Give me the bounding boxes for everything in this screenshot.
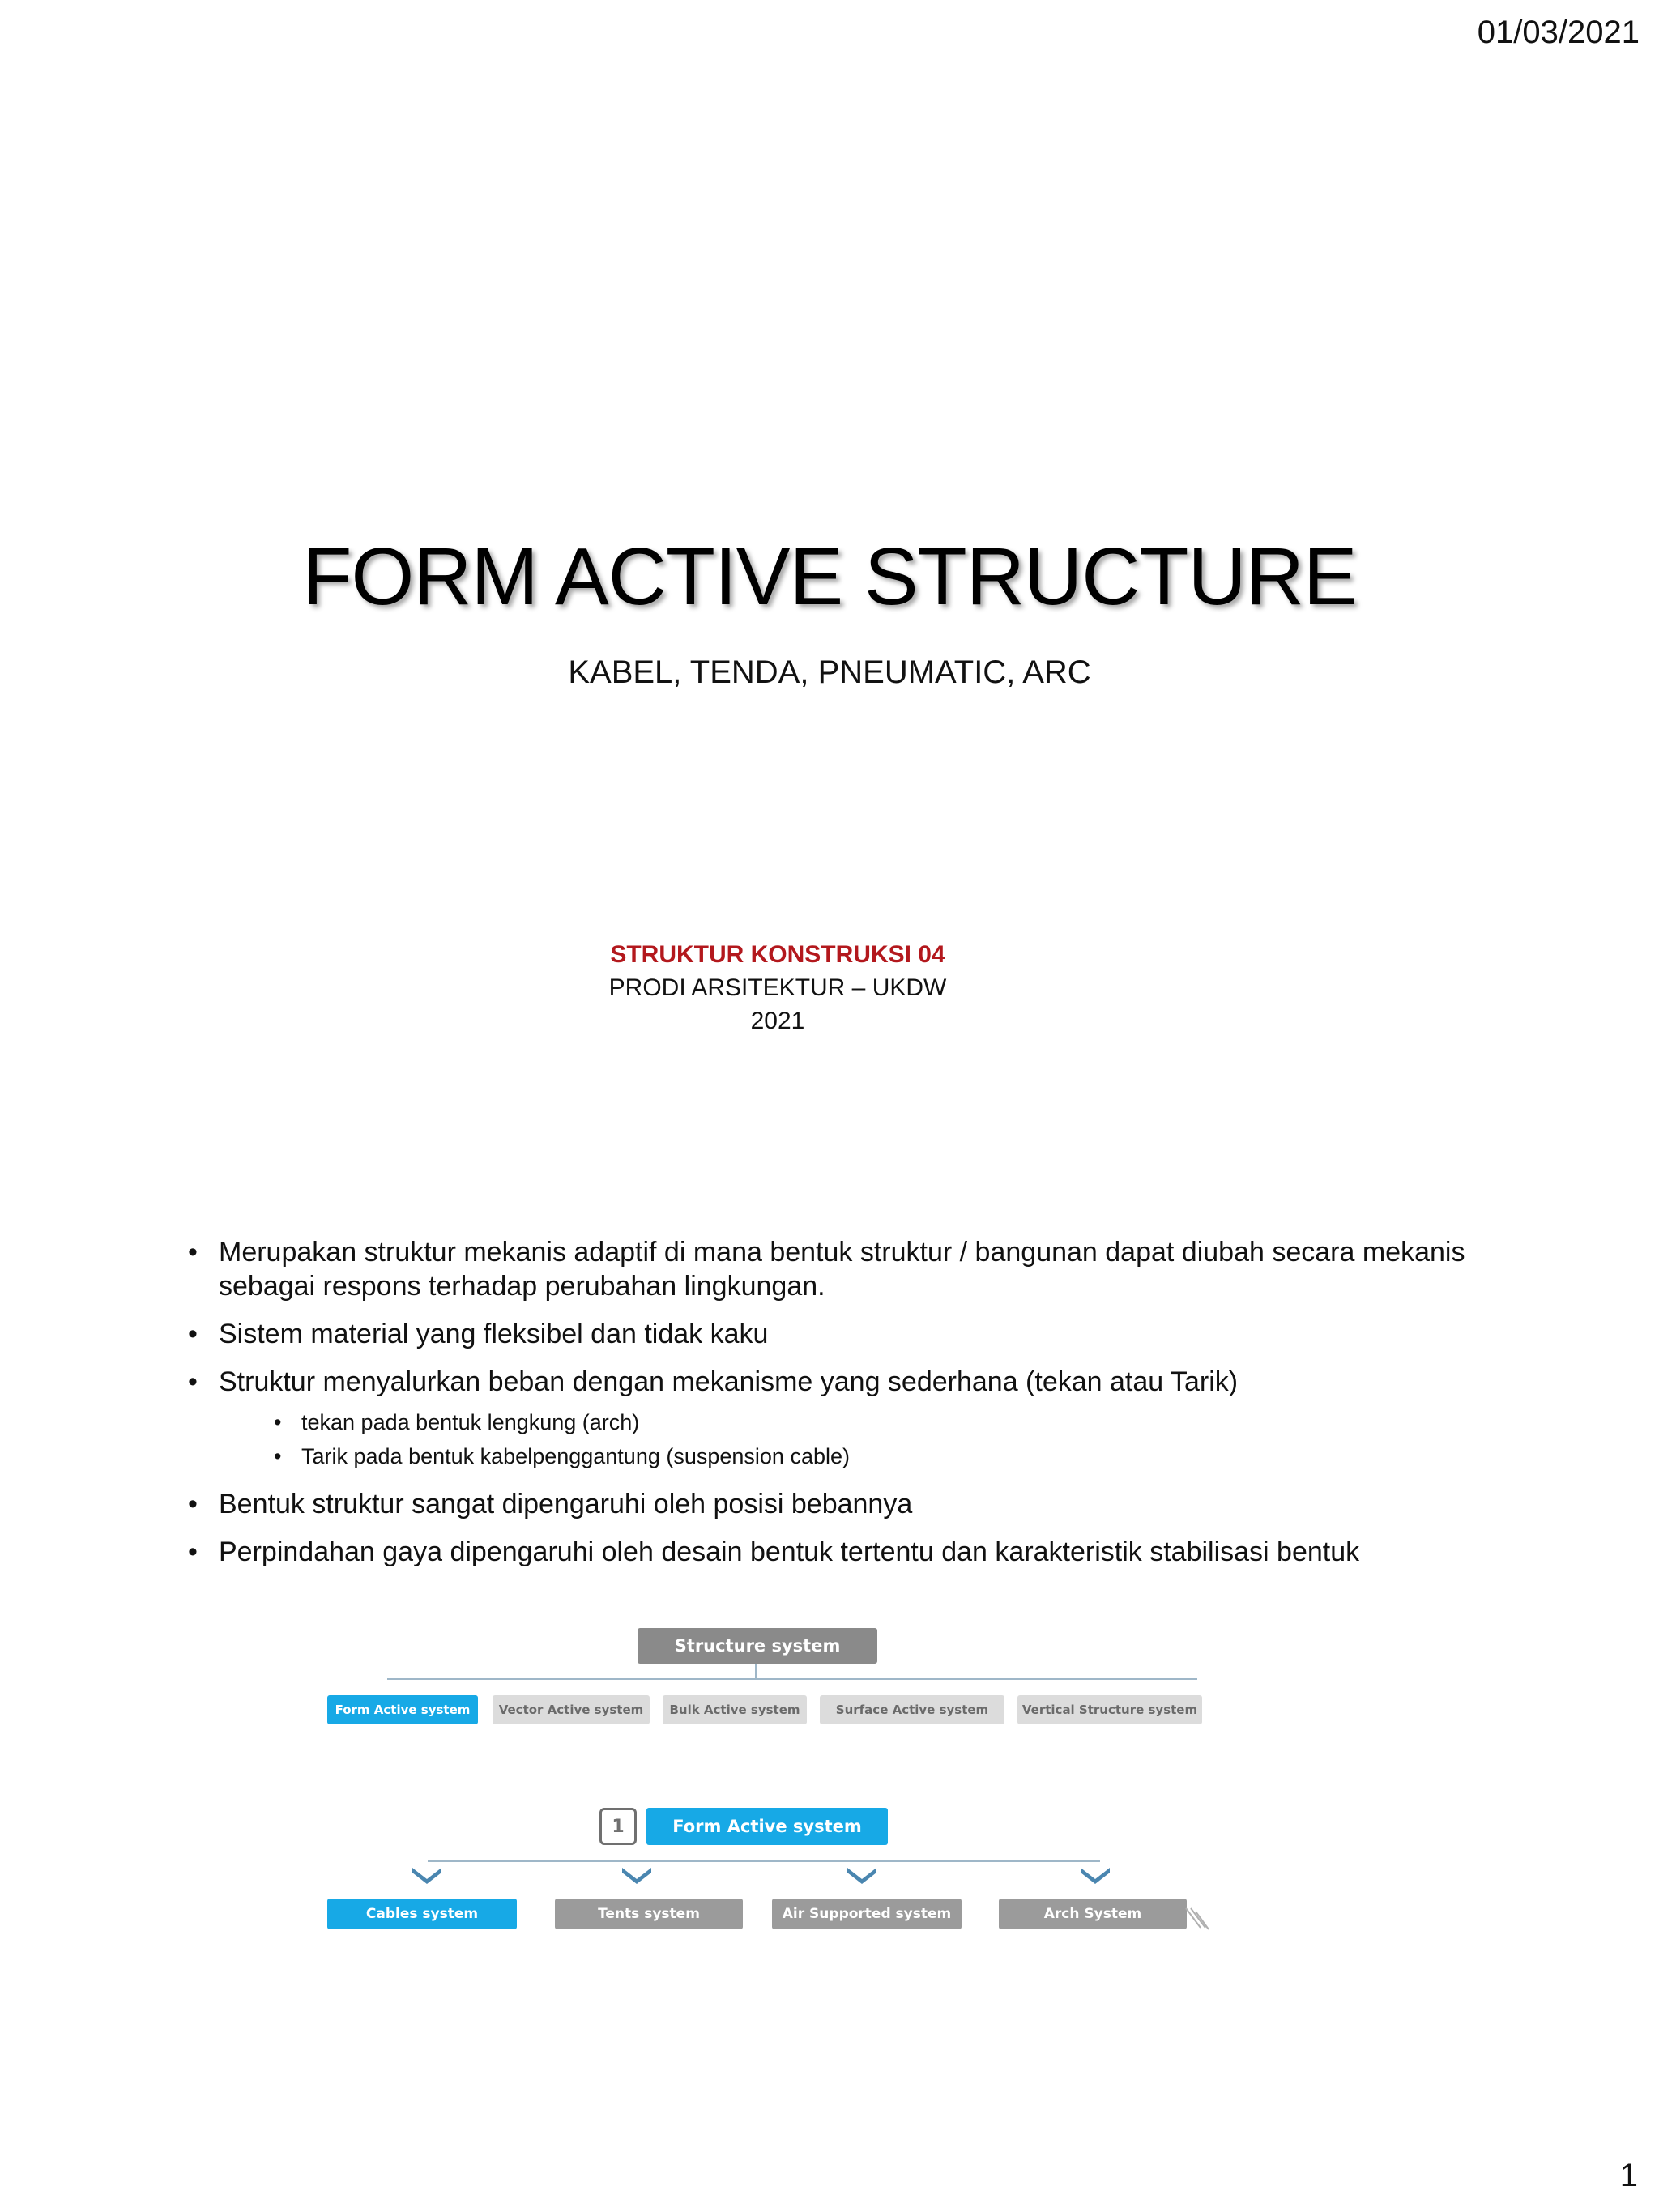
bullet-item: • Bentuk struktur sangat dipengaruhi oleh posisi bebannya — [188, 1487, 1516, 1521]
connector-line-horizontal — [387, 1678, 1197, 1680]
course-year: 2021 — [750, 1008, 805, 1034]
cursor-hatch-icon — [1184, 1907, 1215, 1931]
surface-active-system-box: Surface Active system — [820, 1695, 1004, 1724]
course-program: PRODI ARSITEKTUR – UKDW — [608, 974, 947, 1001]
vertical-structure-system-box: Vertical Structure system — [1017, 1695, 1202, 1724]
form-active-system-header: Form Active system — [646, 1808, 888, 1845]
form-active-system-box: Form Active system — [327, 1695, 478, 1724]
bullet-item — [188, 1365, 1516, 1473]
bullet-item: • Sistem material yang fleksibel dan tidak kaku — [188, 1317, 1516, 1351]
slide-date: 01/03/2021 — [1477, 15, 1640, 50]
bullet-list — [188, 1235, 1516, 1583]
chevron-down-icon — [1079, 1865, 1111, 1886]
structure-system-box: Structure system — [638, 1628, 877, 1664]
connector-line-children — [428, 1860, 1100, 1862]
air-supported-system-box: Air Supported system — [772, 1899, 962, 1929]
slide-subtitle: KABEL, TENDA, PNEUMATIC, ARC — [568, 654, 1091, 690]
course-name: STRUKTUR KONSTRUKSI 04 — [610, 941, 945, 968]
sub-bullet-list — [219, 1405, 1516, 1473]
course-info — [0, 938, 1555, 1038]
vector-active-system-box: Vector Active system — [493, 1695, 650, 1724]
sub-bullet-item: • tekan pada bentuk lengkung (arch) — [274, 1405, 1516, 1439]
connector-line-vertical — [755, 1664, 757, 1680]
bullet-text: Struktur menyalurkan beban dengan mekanisme yang sederhana (tekan atau Tarik) — [219, 1366, 1239, 1397]
sub-bullet-item: • Tarik pada bentuk kabelpenggantung (suspension cable) — [274, 1439, 1516, 1473]
bulk-active-system-box: Bulk Active system — [663, 1695, 807, 1724]
bullet-item: • Perpindahan gaya dipengaruhi oleh desain bentuk tertentu dan karakteristik stabilisasi bentuk — [188, 1535, 1516, 1569]
arch-system-box: Arch System — [999, 1899, 1187, 1929]
chevron-down-icon — [621, 1865, 653, 1886]
slide-title: FORM ACTIVE STRUCTURE — [302, 531, 1357, 622]
bullet-item: • Merupakan struktur mekanis adaptif di mana bentuk struktur / bangunan dapat diubah secara mekanis sebagai respons terhadap perubahan lingkungan. — [188, 1235, 1516, 1303]
tents-system-box: Tents system — [555, 1899, 743, 1929]
section-number-badge: 1 — [599, 1808, 637, 1845]
cables-system-box: Cables system — [327, 1899, 517, 1929]
page-number: 1 — [1619, 2158, 1638, 2193]
chevron-down-icon — [846, 1865, 878, 1886]
chevron-down-icon — [411, 1865, 443, 1886]
